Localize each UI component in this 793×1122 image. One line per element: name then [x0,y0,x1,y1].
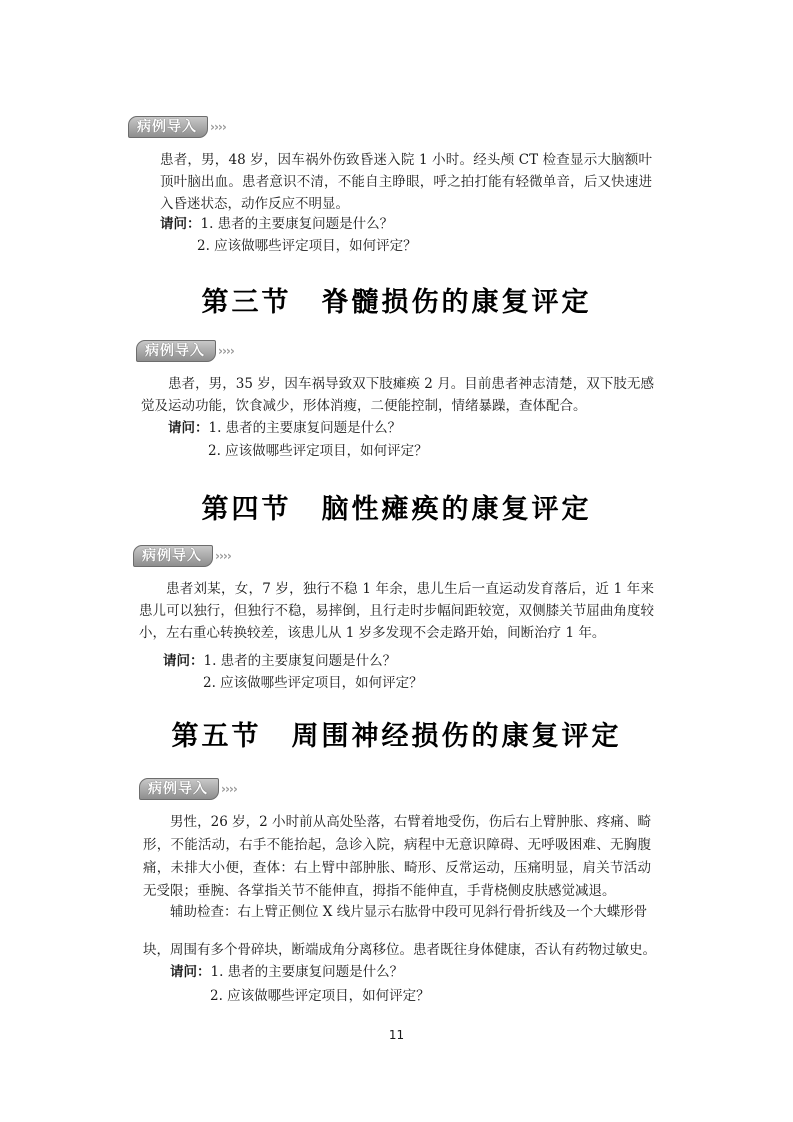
question-label: 请问： [170,964,211,980]
case-paragraph: 患者刘某，女，7 岁，独行不稳 1 年余，患儿生后一直运动发育落后，近 1 年来患儿可以独行，但独行不稳，易摔倒，且行走时步幅间距较宽，双侧膝关节屈曲角度较小，左右重心转换较差，该患儿从 1 岁多发现不会走路开始，间断治疗 1 年。 [139,581,654,641]
case-paragraph: 患者，男，48 岁，因车祸外伤致昏迷入院 1 小时。经头颅 CT 检查显示大脑额叶顶叶脑出血。患者意识不清，不能自主睁眼，呼之拍打能有轻微单音，后又快速进入昏迷状态，动作反应不明显。 [160,152,652,212]
chevrons-icon: ›››› [215,549,231,563]
question-label: 请问： [160,216,201,232]
exam-line-continued: 块，周围有多个骨碎块，断端成角分离移位。患者既往身体健康，否认有药物过敏史。 [143,942,656,958]
case-intro-badge: 病例导入 [139,778,219,800]
question-line [163,650,396,672]
question-label: 请问： [163,653,204,669]
question-text: 1. 患者的主要康复问题是什么？ [210,964,404,980]
question-line: 2. 应该做哪些评定项目，如何评定？ [210,988,430,1004]
question-line: 2. 应该做哪些评定项目，如何评定？ [197,238,417,254]
page-number: 11 [388,1028,405,1042]
question-text: 1. 患者的主要康复问题是什么？ [203,653,397,669]
question-line: 2. 应该做哪些评定项目，如何评定？ [208,443,428,459]
chevrons-icon: ›››› [218,344,234,358]
case-intro-tag [136,340,234,362]
case-paragraph: 男性，26 岁，2 小时前从高处坠落，右臂着地受伤，伤后右上臂肿胀、疼痛、畸形，不能活动，右手不能抬起，急诊入院，病程中无意识障碍、无呼吸困难、无胸腹痛，未排大小便，查体：右上臂中部肿胀、畸形、反常运动，压痛明显，肩关节活动无受限；垂腕、各掌指关节不能伸直，拇指不能伸直，手背桡侧皮肤感觉减退。 [143,814,651,899]
section-title: 第四节 脑性瘫痪的康复评定 [201,494,592,525]
question-line [168,417,401,439]
question-label: 请问： [168,420,209,436]
question-text: 1. 患者的主要康复问题是什么？ [208,420,402,436]
case-intro-badge: 病例导入 [128,116,208,138]
question-line: 2. 应该做哪些评定项目，如何评定？ [203,675,423,691]
case-intro-tag [133,545,231,567]
case-intro-badge: 病例导入 [133,545,213,567]
section-title: 第五节 周围神经损伤的康复评定 [171,721,622,752]
case-paragraph: 患者，男，35 岁，因车祸导致双下肢瘫痪 2 月。目前患者神志清楚，双下肢无感觉及运动功能，饮食减少，形体消瘦，二便能控制，情绪暴躁，查体配合。 [141,376,654,414]
case-intro-tag [139,778,237,800]
question-text: 1. 患者的主要康复问题是什么？ [200,216,394,232]
case-intro-badge: 病例导入 [136,340,216,362]
chevrons-icon: ›››› [221,782,237,796]
case-intro-tag [128,116,226,138]
question-line [170,961,403,983]
section-title: 第三节 脊髓损伤的康复评定 [201,287,592,318]
question-line [160,213,393,235]
exam-line: 辅助检查：右上臂正侧位 X 线片显示右肱骨中段可见斜行骨折线及一个大蝶形骨 [170,904,648,920]
chevrons-icon: ›››› [210,120,226,134]
